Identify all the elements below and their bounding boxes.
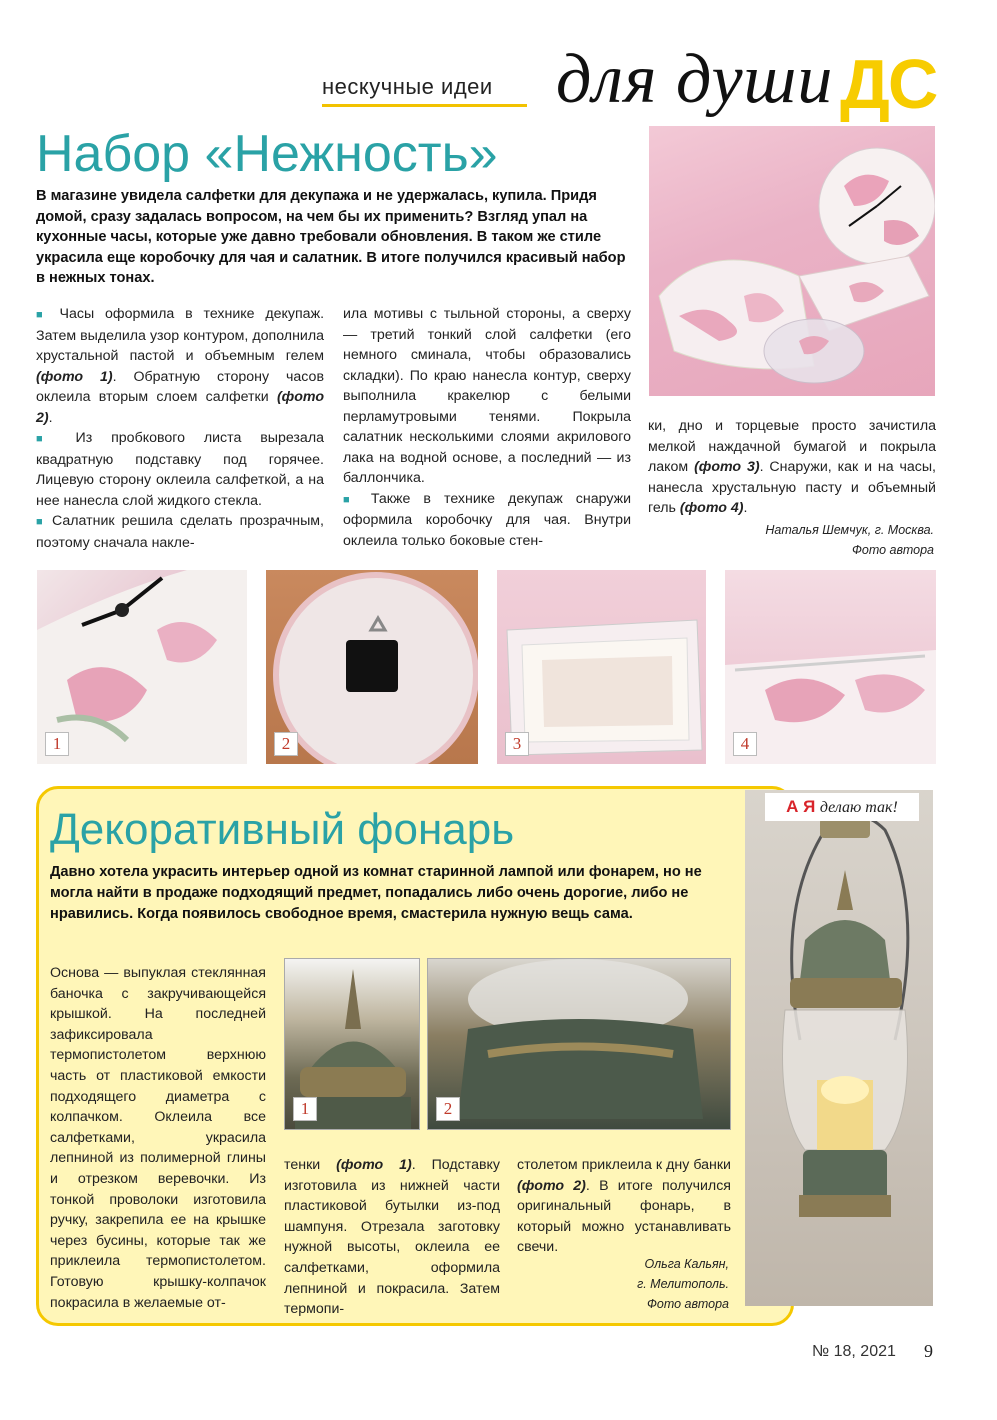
column-badge: [765, 793, 919, 821]
article-title: Набор «Нежность»: [36, 125, 498, 183]
photo-ref: (фото 1): [336, 1157, 412, 1173]
photo-number: 4: [733, 732, 757, 756]
photo-3: [497, 570, 706, 764]
photo-credit: Фото автора: [646, 1297, 729, 1311]
article1-column-3: [648, 416, 936, 519]
article2-signature: [517, 1254, 729, 1314]
badge-label: делаю так!: [819, 799, 898, 816]
article-title: Декоративный фонарь: [50, 805, 515, 854]
bullet-icon: ■: [36, 433, 76, 445]
paragraph: .: [743, 500, 748, 516]
paragraph: . Обратную сторону часов оклеила вторым слоем салфетки: [36, 368, 324, 405]
photo-number: 2: [436, 1097, 460, 1121]
photo-credit: Фото автора: [851, 543, 934, 557]
paragraph: ила мотивы с тыльной стороны, а сверху — третий тонкий слой салфетки (его немного сминала, чтобы образовались складки). По краю нанесла контур, сверху выполнила кракелюр с белыми перламутровыми тенями. Покрыла салатник несколькими слоями акрилового лака на водной основе, а последний — из баллончика.: [343, 306, 631, 486]
photo-number: 1: [293, 1097, 317, 1121]
article1-column-1: [36, 304, 324, 553]
photo-ref: (фото 1): [36, 368, 113, 385]
section-title: для души: [556, 41, 834, 118]
photo-1: [37, 570, 247, 764]
bullet-icon: ■: [343, 493, 371, 506]
lantern-main-photo: [745, 790, 933, 1306]
photo-ref: (фото 2): [517, 1177, 586, 1194]
paragraph: . В итоге получился оригинальный фонарь, в который можно устанавливать свечи.: [517, 1177, 731, 1256]
paragraph: .: [48, 409, 53, 426]
lantern-photo-2: [427, 958, 731, 1130]
paragraph: тенки: [284, 1157, 321, 1173]
paragraph: Из пробкового листа вырезала квадратную подставку под горячее. Лицевую сторону оклеила салфеткой, а на нее нанесла слой жидкого стекла.: [36, 430, 324, 509]
paragraph: Также в технике декупаж снаружи оформила коробочку для чая. Внутри оклеила только боковые стен-: [343, 490, 631, 549]
decoupage-set-illustration: [649, 126, 935, 396]
paragraph: Салатник решила сделать прозрачным, поэтому сначала накле-: [36, 513, 324, 551]
magazine-logo: ДС: [840, 45, 937, 123]
photo-ref: (фото 3): [694, 459, 760, 475]
paragraph: ки, дно и торцевые просто зачистила мелкой наждачной бумагой и покрыла лаком: [648, 418, 936, 475]
paragraph: столетом приклеила к дну банки: [517, 1157, 731, 1173]
badge-label-bold: А Я: [786, 797, 816, 816]
lantern-illustration: [745, 790, 933, 1306]
bullet-icon: ■: [36, 516, 52, 528]
article-lead: В магазине увидела салфетки для декупажа и не удержалась, купила. Придя домой, сразу задалась вопросом, на чем бы их применить? Взгляд упал на кухонные часы, которые уже давно требовали обновления. В таком же стиле украсила еще коробочку для чая и салатник. В итоге получился красивый набор в нежных тонах.: [36, 188, 626, 286]
rubric-label: нескучные идеи: [322, 74, 493, 99]
paragraph: . Подставку изготовила из нижней части пластиковой бутылки из-под шампуня. Отрезала заготовку нужной высоты, оклеила ее салфетками, оформила лепниной и покрасила. Затем термопи-: [284, 1157, 500, 1318]
article2-column-1: [50, 963, 266, 1313]
paragraph: Основа — выпуклая стеклянная баночка с закручивающейся крышкой. На последней зафиксировала термопистолетом верхнюю часть от пластиковой емкости подходящего диаметра с колпачком. Оклеила все салфетками, украсила лепниной из полимерной глины и отрезком веревочки. Из тонкой проволоки изготовила ручку, закрепила ее на крышке через бусины, которые так же приклеила термопистолетом. Готовую крышку-колпачок покрасила в желаемые от-: [50, 965, 266, 1311]
article-lead: Давно хотела украсить интерьер одной из комнат старинной лампой или фонарем, но не могла найти в продаже подходящий предмет, попадались либо очень дорогие, либо не нравились. Когда появилось свободное время, смастерила нужную вещь сама.: [50, 864, 702, 922]
photo-ref: (фото 4): [679, 500, 744, 516]
lantern-base-illustration: [428, 959, 731, 1130]
lantern-photo-1: [284, 958, 420, 1130]
article1-column-2: [343, 304, 631, 551]
photo-4: [725, 570, 936, 764]
article2-column-3: [517, 1155, 731, 1258]
page-number: 9: [924, 1341, 933, 1361]
photo-number: 1: [45, 732, 69, 756]
photo-2: [266, 570, 478, 764]
paragraph: Часы оформила в технике декупаж. Затем выделила узор контуром, дополнила хрустальной пастой и объемным гелем: [36, 306, 325, 364]
issue-number: № 18, 2021: [812, 1343, 896, 1360]
main-photo-set: [649, 126, 935, 396]
bullet-icon: ■: [36, 309, 60, 321]
article2-column-2: [284, 1155, 500, 1320]
photo-ref: (фото 2): [36, 389, 324, 426]
photo-number: 2: [274, 732, 298, 756]
paragraph: . Снаружи, как и на часы, нанесла хрустальную пасту и объемный гель: [648, 459, 936, 516]
author-city: г. Мелитополь.: [637, 1277, 729, 1291]
rubric-underline: [322, 104, 527, 107]
author-name: Ольга Кальян,: [644, 1257, 729, 1271]
article1-signature: [648, 520, 934, 560]
photo-number: 3: [505, 732, 529, 756]
author-name: Наталья Шемчук, г. Москва.: [765, 523, 934, 537]
